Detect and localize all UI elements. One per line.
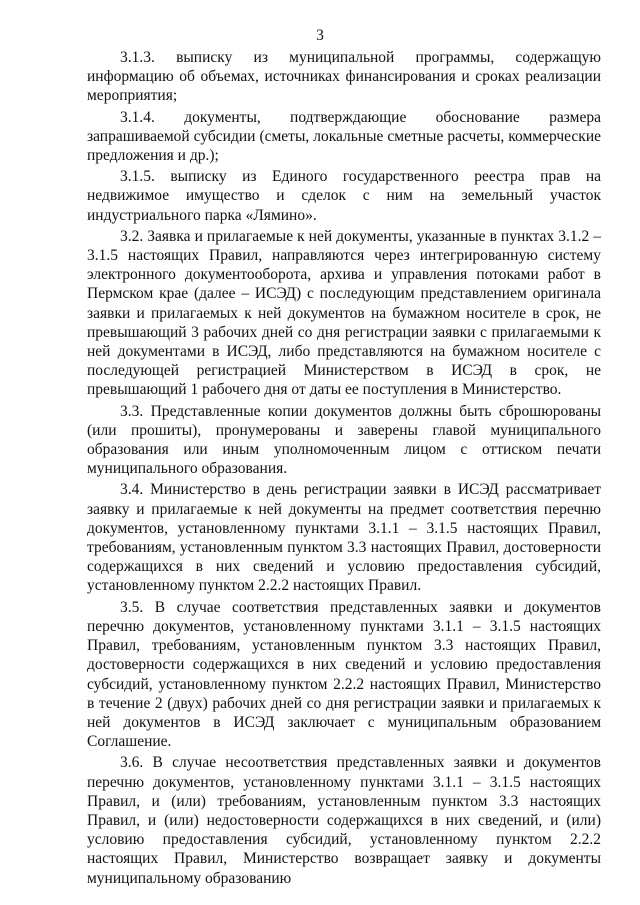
- paragraph-3-1-4: 3.1.4. документы, подтверждающие обоснование размера запрашиваемой субсидии (сметы, локальные сметные расчеты, коммерческие предложения и др.);: [87, 108, 601, 165]
- paragraph-3-2: 3.2. Заявка и прилагаемые к ней документы, указанные в пунктах 3.1.2 – 3.1.5 настоящих Правил, направляются через интегрированную систему электронного документооборота, архива и управления потоками работ в Пермском крае (далее – ИСЭД) с последующим представлением оригинала заявки и прилагаемых к ней документов на бумажном носителе в срок, не превышающий 3 рабочих дней со дня регистрации заявки с прилагаемыми к ней документами в ИСЭД, либо представляются на бумажном носителе с последующей регистрацией Министерством в ИСЭД в срок, не превышающий 1 рабочего дня от даты ее поступления в Министерство.: [87, 227, 601, 399]
- paragraph-3-4: 3.4. Министерство в день регистрации заявки в ИСЭД рассматривает заявку и прилагаемые к ней документы на предмет соответствия перечню документов, установленному пунктами 3.1.1 – 3.1.5 настоящих Правил, требованиям, установленным пунктом 3.3 настоящих Правил, достоверности содержащихся в них сведений и условию предоставления субсидий, установленному пунктом 2.2.2 настоящих Правил.: [87, 481, 601, 595]
- paragraph-3-3: 3.3. Представленные копии документов должны быть сброшюрованы (или прошиты), пронумерованы и заверены главой муниципального образования или иным уполномоченным лицом с оттиском печати муниципального образования.: [87, 402, 601, 478]
- paragraph-3-1-5: 3.1.5. выписку из Единого государственного реестра прав на недвижимое имущество и сделок с ним на земельный участок индустриального парка «Лямино».: [87, 168, 601, 224]
- paragraph-3-5: 3.5. В случае соответствия представленных заявки и документов перечню документов, установленному пунктами 3.1.1 – 3.1.5 настоящих Правил, требованиям, установленным пунктом 3.3 настоящих Правил, достоверности содержащихся в них сведений и условию предоставления субсидий, установленному пунктом 2.2.2 настоящих Правил, Министерство в течение 2 (двух) рабочих дней со дня регистрации заявки и прилагаемых к ней документов в ИСЭД заключает с муниципальным образованием Соглашение.: [87, 598, 601, 751]
- document-body: [87, 48, 601, 888]
- paragraph-3-6: 3.6. В случае несоответствия представленных заявки и документов перечню документов, установленному пунктами 3.1.1 – 3.1.5 настоящих Правил, и (или) требованиям, установленным пунктом 3.3 настоящих Правил, и (или) недостоверности содержащихся в них сведений, и (или) условию предоставления субсидий, установленному пунктом 2.2.2 настоящих Правил, Министерство возвращает заявку и документы муниципальному образованию: [87, 754, 601, 887]
- page-number: 3: [316, 27, 324, 44]
- paragraph-3-1-3: 3.1.3. выписку из муниципальной программы, содержащую информацию об объемах, источниках финансирования и сроках реализации мероприятия;: [87, 49, 601, 105]
